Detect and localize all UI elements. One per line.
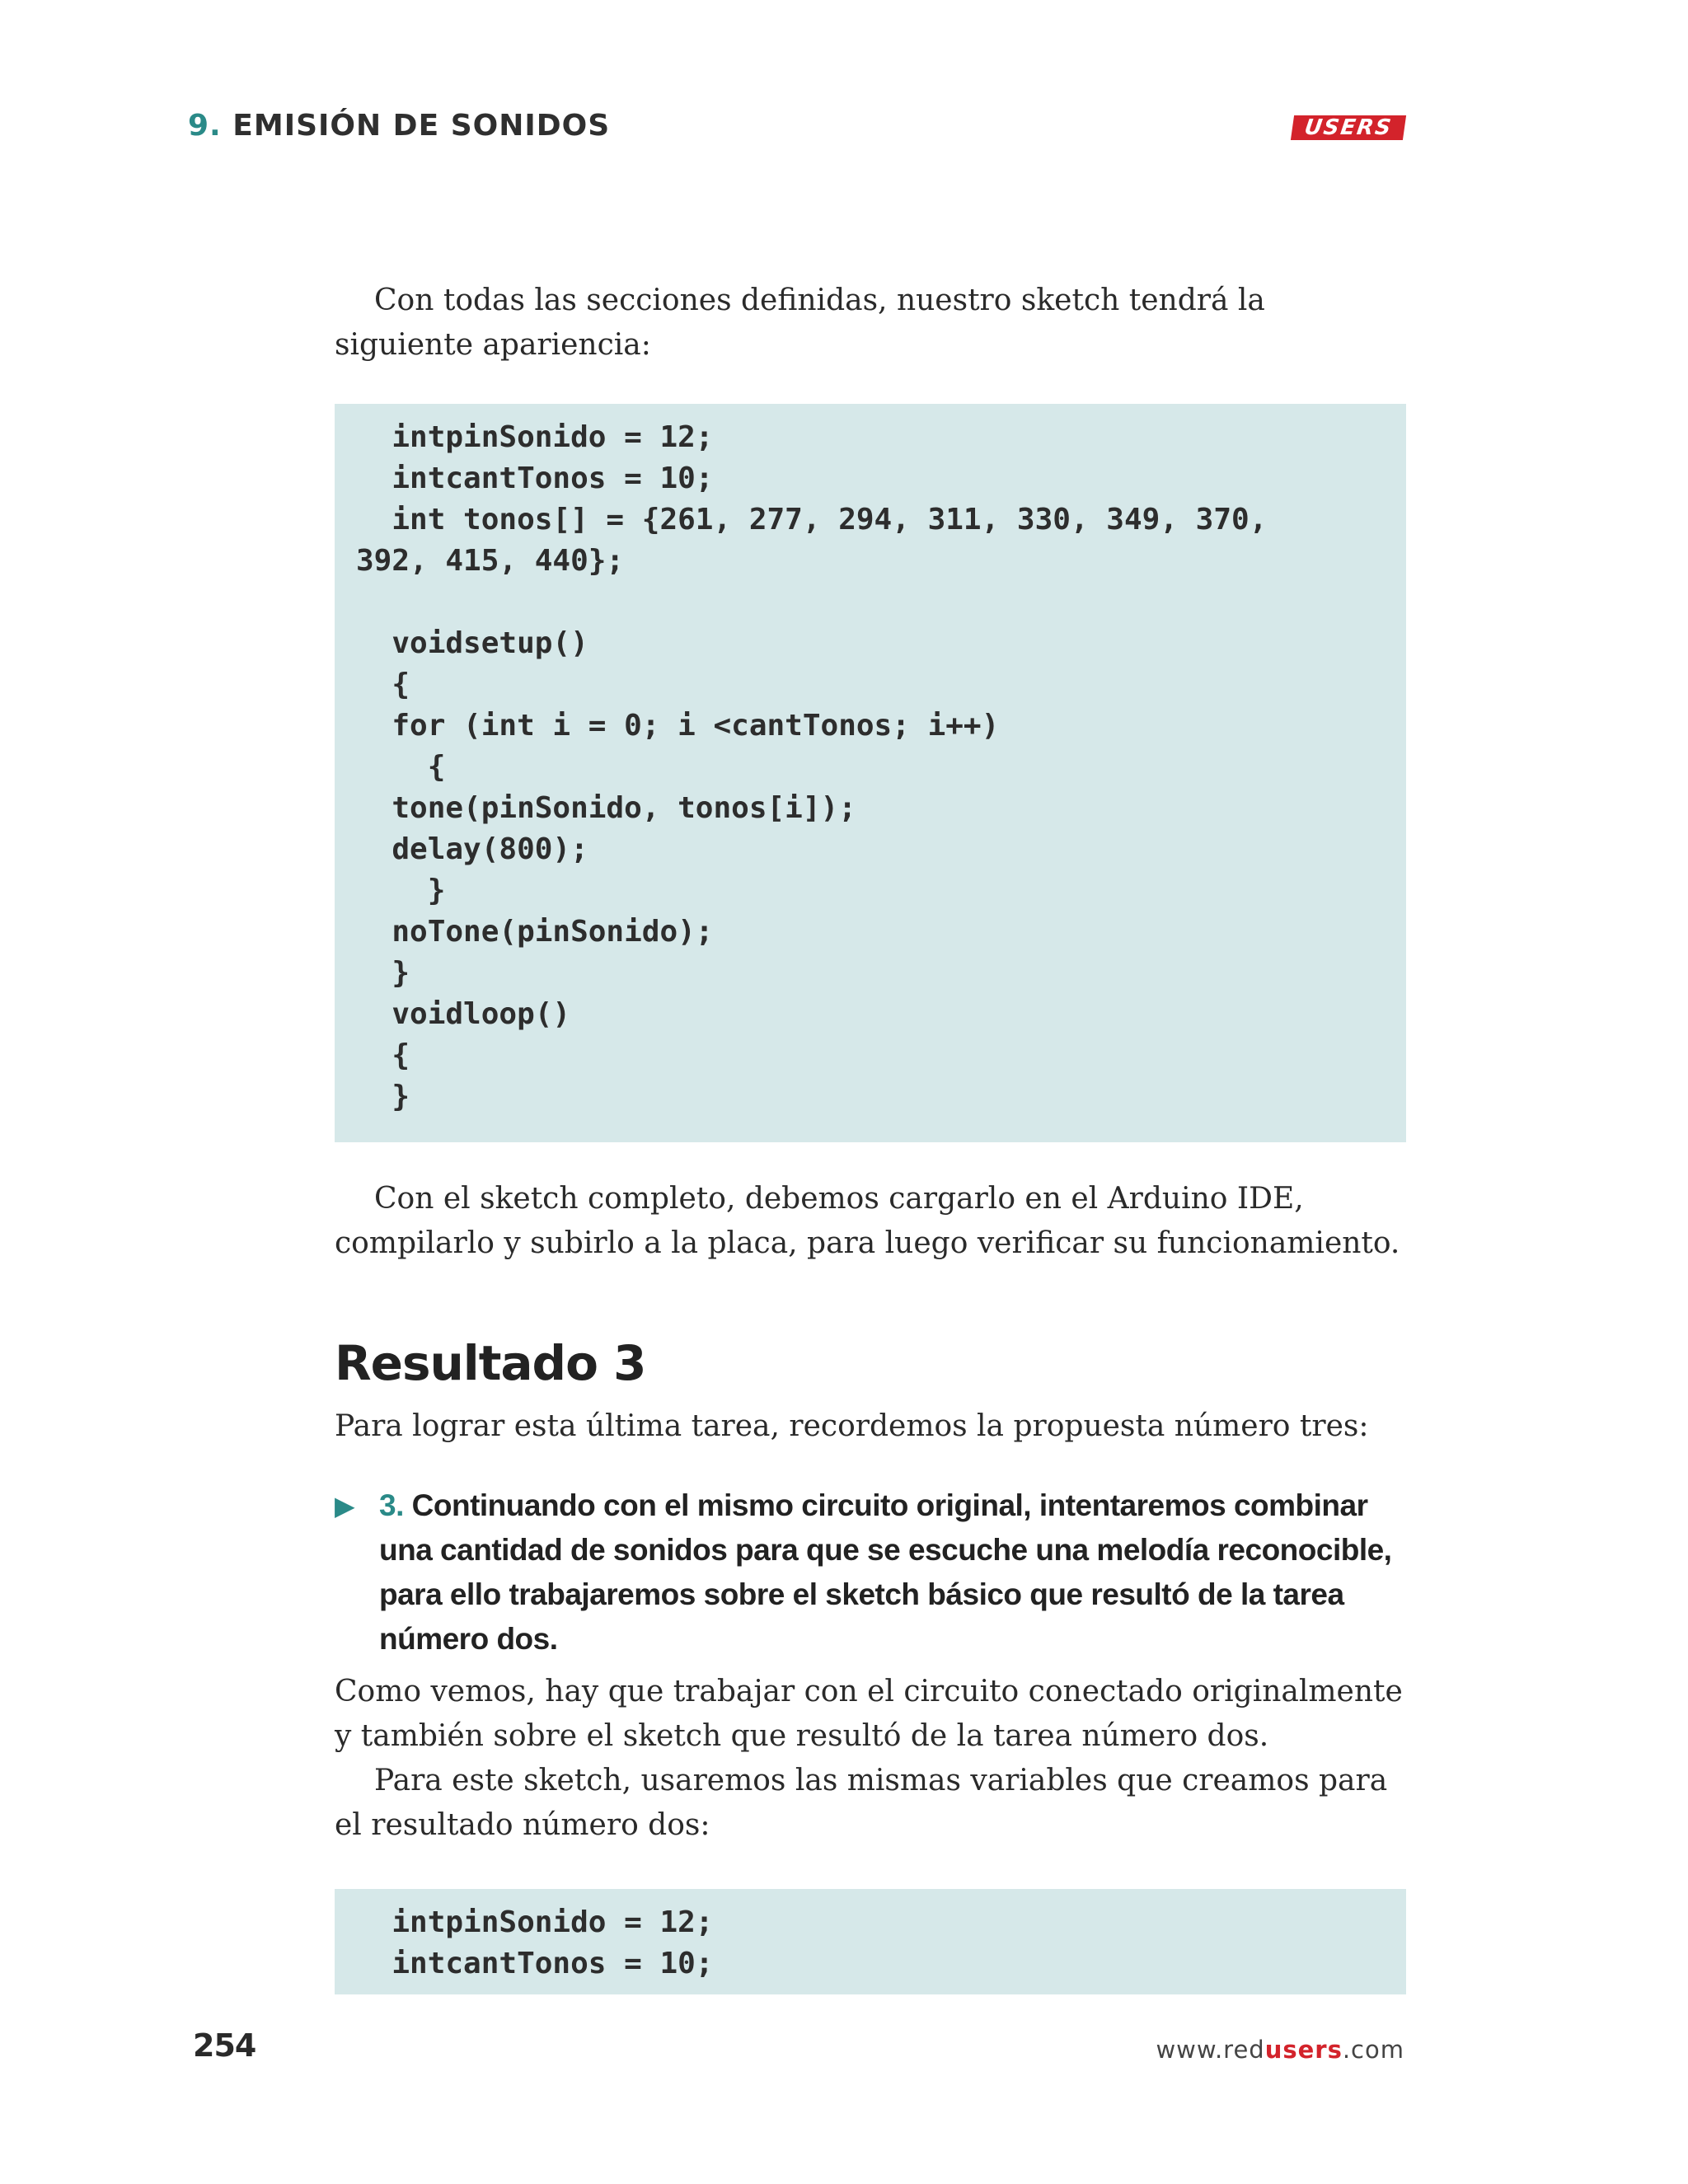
code-line: intcantTonos = 10; (356, 462, 714, 495)
footer-url[interactable] (1156, 2036, 1404, 2064)
url-suffix: .com (1342, 2036, 1404, 2064)
page-header (188, 109, 1404, 158)
page-number: 254 (193, 2027, 256, 2064)
bullet-body: Continuando con el mismo circuito original, intentaremos combinar una cantidad de sonidos para que se escuche una melodía reconocible, para ello trabajaremos sobre el sketch básico que resultó de la tarea número dos. (379, 1488, 1392, 1656)
chapter-title (188, 109, 1404, 143)
code-block-2 (335, 1889, 1406, 1994)
section-heading: Resultado 3 (335, 1335, 646, 1391)
code-line: intpinSonido = 12; (356, 1905, 714, 1939)
code-line: delay(800); (356, 832, 588, 866)
code-block (335, 404, 1406, 1142)
users-logo: USERS (1291, 115, 1406, 140)
bullet-number: 3. (379, 1488, 404, 1522)
code-line: int tonos[] = {261, 277, 294, 311, 330, 349, 370, (356, 503, 1268, 537)
paragraph-4: Para este sketch, usaremos las mismas variables que creamos para el resultado número dos: (335, 1764, 1388, 1842)
chapter-name: EMISIÓN DE SONIDOS (232, 109, 611, 143)
section-intro: Para lograr esta última tarea, recordemos la propuesta número tres: (335, 1409, 1369, 1443)
code-line: noTone(pinSonido); (356, 915, 714, 949)
url-prefix: www.red (1156, 2036, 1265, 2064)
code-line: { (356, 668, 410, 701)
code-line: tone(pinSonido, tonos[i]); (356, 791, 856, 825)
code-line: voidsetup() (356, 626, 588, 660)
after-code-paragraph: Con el sketch completo, debemos cargarlo en el Arduino IDE, compilarlo y subirlo a la placa, para luego verificar su funcionamiento. (335, 1182, 1400, 1260)
code-line: } (356, 1080, 410, 1113)
code-line: intpinSonido = 12; (356, 420, 714, 454)
paragraph-3: Como vemos, hay que trabajar con el circuito conectado originalmente y también sobre el sketch que resultó de la tarea número dos. (335, 1675, 1403, 1753)
url-brand: users (1264, 2036, 1343, 2064)
code-line: { (356, 1038, 410, 1072)
code-line: intcantTonos = 10; (356, 1947, 714, 1980)
intro-paragraph: Con todas las secciones definidas, nuestro sketch tendrá la siguiente apariencia: (335, 284, 1265, 362)
code-line: for (int i = 0; i <cantTonos; i++) (356, 709, 1000, 743)
code-line: voidloop() (356, 997, 571, 1031)
bullet-arrow-icon: ▶ (335, 1490, 355, 1521)
chapter-number: 9. (188, 109, 222, 143)
code-line: } (356, 874, 446, 907)
bullet-text (379, 1483, 1406, 1661)
code-line: } (356, 956, 410, 990)
code-line: 392, 415, 440}; (356, 544, 625, 578)
code-line: { (356, 750, 446, 784)
task-bullet (335, 1483, 1406, 1661)
code-line (356, 582, 1406, 623)
